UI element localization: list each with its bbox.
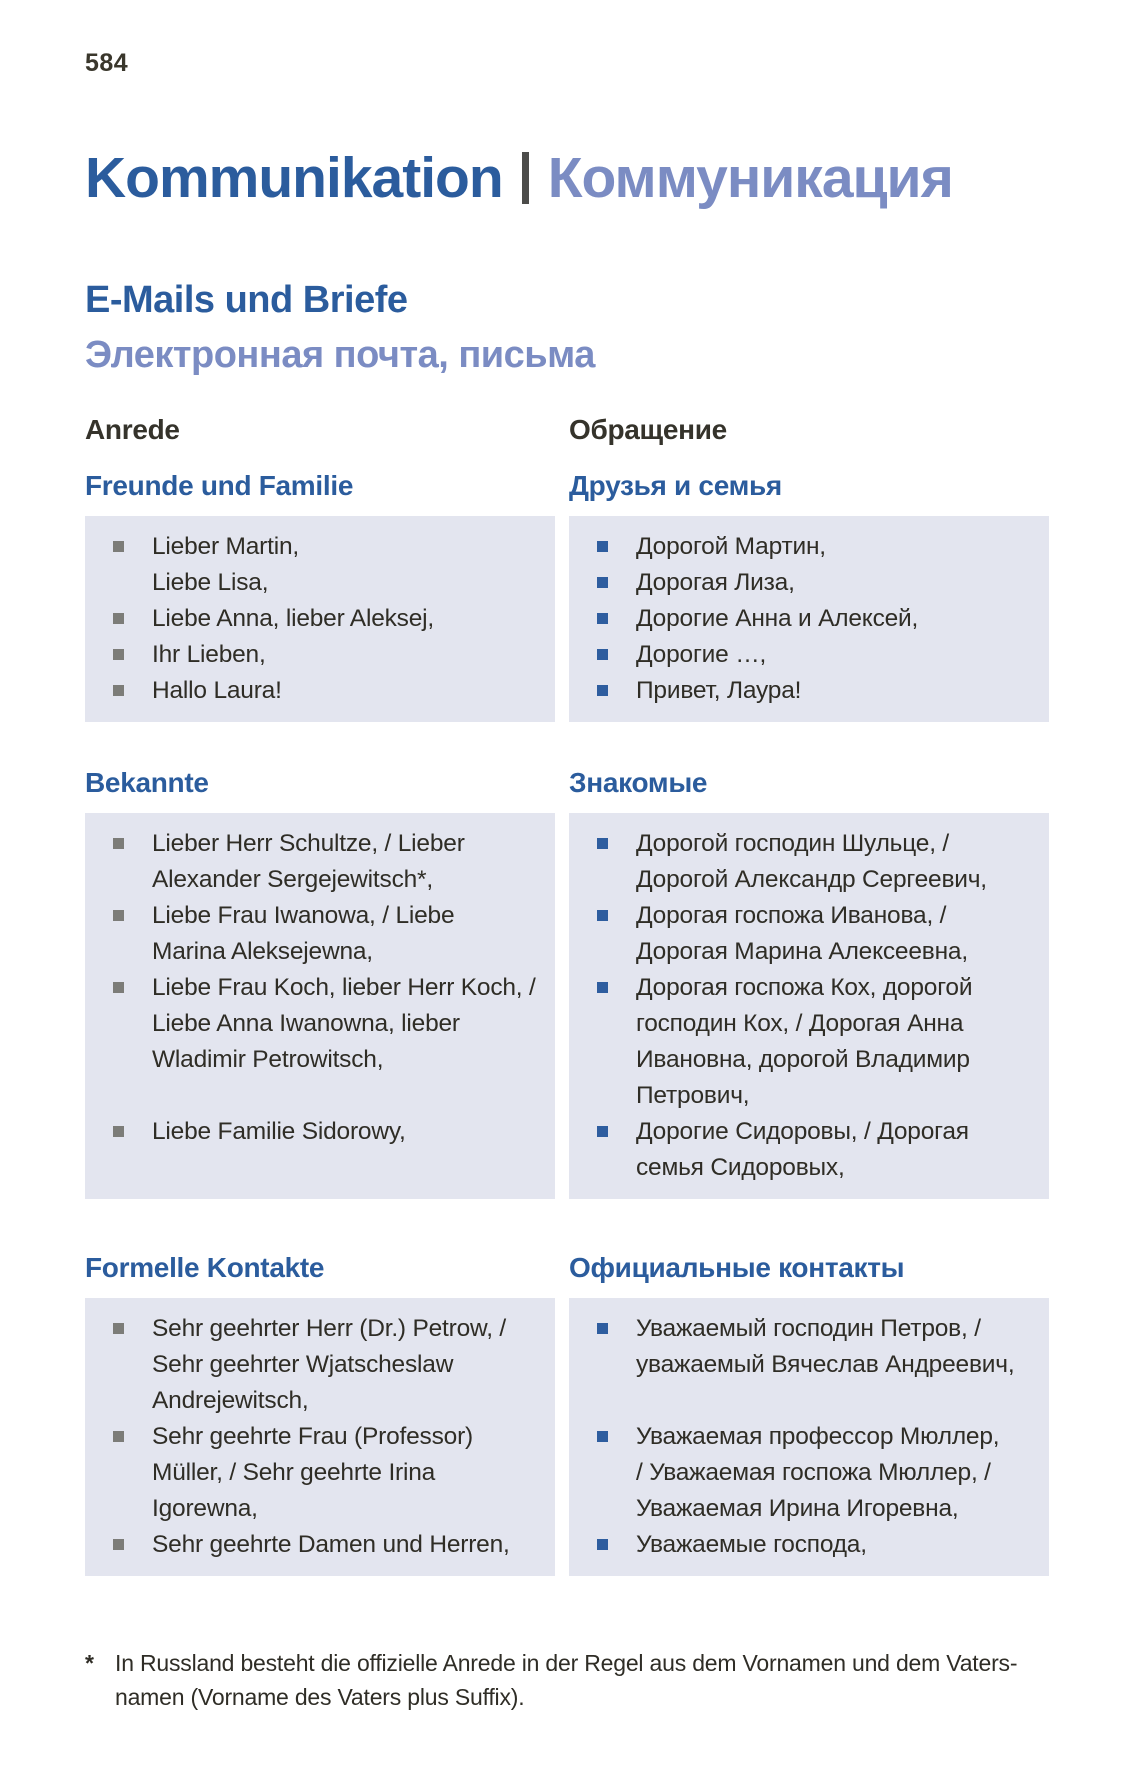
footnote-asterisk: *: [85, 1650, 94, 1676]
phrase-text-russian: / Уважаемая госпожа Мюллер, /: [636, 1459, 991, 1486]
footnote-line: In Russland besteht die offizielle Anrede in der Regel aus dem Vornamen und dem Vaters-: [115, 1650, 1018, 1676]
phrase-section: [85, 766, 1141, 1199]
phrase-line: [597, 1311, 1041, 1347]
phrase-line: [113, 826, 547, 862]
phrase-text-russian: Дорогие Сидоровы, / Дорогая: [636, 1118, 969, 1145]
page-number: 584: [85, 49, 129, 77]
phrase-text-russian: Дорогая госпожа Иванова, /: [636, 902, 947, 929]
footnote: [85, 1646, 1141, 1714]
bullet-square-icon: [113, 649, 124, 660]
bullet-square-icon: [597, 649, 608, 660]
bullet-square-icon: [113, 838, 124, 849]
section-header-german: Freunde und Familie: [85, 470, 354, 501]
phrase-line: [113, 565, 547, 601]
phrase-line: [597, 601, 1041, 637]
bullet-square-icon: [597, 1323, 608, 1334]
chapter-title-german: Kommunikation: [85, 146, 503, 210]
phrase-line: [597, 565, 1041, 601]
phrase-box-row: [85, 813, 1141, 1199]
phrase-text-german: Sehr geehrte Frau (Professor): [152, 1423, 474, 1450]
phrase-text-russian: Привет, Лаура!: [636, 677, 802, 704]
spacer-line: [113, 1078, 547, 1114]
phrase-section: [85, 469, 1141, 722]
phrase-text-russian: Петрович,: [636, 1082, 750, 1109]
phrase-text-russian: Дорогие …,: [636, 641, 767, 668]
section-header-russian: Знакомые: [569, 767, 708, 798]
phrase-box-row: [85, 1298, 1141, 1576]
phrase-line: [597, 970, 1041, 1006]
phrase-text-german: Ihr Lieben,: [152, 641, 266, 668]
phrase-box-russian: [569, 813, 1049, 1199]
bullet-square-icon: [597, 1539, 608, 1550]
phrase-text-german: Liebe Familie Sidorowy,: [152, 1118, 406, 1145]
phrase-text-german: Müller, / Sehr geehrte Irina: [152, 1459, 436, 1486]
phrase-text-russian: Ивановна, дорогой Владимир: [636, 1046, 970, 1073]
phrase-line: [597, 637, 1041, 673]
phrase-line: [113, 898, 547, 934]
bullet-square-icon: [113, 1323, 124, 1334]
phrase-line: [113, 970, 547, 1006]
chapter-title: [85, 143, 1141, 213]
phrase-line: [113, 1527, 547, 1563]
column-header-russian: Обращение: [569, 414, 727, 445]
phrase-line: [113, 601, 547, 637]
phrase-line: [597, 862, 1041, 898]
phrase-line: [597, 1347, 1041, 1383]
phrase-text-german: [152, 1082, 159, 1109]
bullet-square-icon: [597, 541, 608, 552]
phrase-text-russian: Уважаемые господа,: [636, 1531, 867, 1558]
phrase-text-german: Sehr geehrter Herr (Dr.) Petrow, /: [152, 1315, 507, 1342]
section-header-row: [85, 469, 1141, 503]
phrase-text-russian: Уважаемый господин Петров, /: [636, 1315, 981, 1342]
phrase-box-russian: [569, 516, 1049, 722]
phrase-text-russian: Дорогие Анна и Алексей,: [636, 605, 919, 632]
phrase-text-german: Liebe Anna, lieber Aleksej,: [152, 605, 434, 632]
phrase-text-russian: Дорогой господин Шульце, /: [636, 830, 950, 857]
phrase-text-russian: Уважаемая профессор Мюллер,: [636, 1423, 1000, 1450]
bullet-square-icon: [597, 838, 608, 849]
bullet-square-icon: [113, 541, 124, 552]
phrase-text-german: Marina Aleksejewna,: [152, 938, 373, 965]
phrase-line: [113, 1419, 547, 1455]
phrase-line: [597, 898, 1041, 934]
phrase-sections: [85, 469, 1141, 1576]
column-header-german: Anrede: [85, 414, 180, 445]
phrase-line: [113, 1491, 547, 1527]
section-header-russian: Друзья и семья: [569, 470, 782, 501]
section-header-row: [85, 1251, 1141, 1285]
phrase-line: [597, 826, 1041, 862]
phrase-line: [113, 862, 547, 898]
bullet-square-icon: [113, 1539, 124, 1550]
phrase-line: [113, 934, 547, 970]
phrase-text-german: Sehr geehrter Wjatscheslaw: [152, 1351, 454, 1378]
phrase-text-german: Wladimir Petrowitsch,: [152, 1046, 384, 1073]
bullet-square-icon: [113, 1126, 124, 1137]
phrase-box-german: [85, 813, 555, 1199]
bullet-square-icon: [113, 1431, 124, 1442]
section-header-german: Bekannte: [85, 767, 209, 798]
phrase-line: [113, 1383, 547, 1419]
phrase-text-german: Lieber Martin,: [152, 533, 299, 560]
spacer-line: [597, 1383, 1041, 1419]
phrase-line: [597, 934, 1041, 970]
phrase-line: [113, 1455, 547, 1491]
phrase-text-german: Liebe Anna Iwanowna, lieber: [152, 1010, 460, 1037]
phrase-line: [597, 1455, 1041, 1491]
phrase-line: [597, 529, 1041, 565]
phrase-text-russian: Дорогая Марина Алексеевна,: [636, 938, 968, 965]
phrase-box-german: [85, 516, 555, 722]
phrase-line: [597, 1150, 1041, 1186]
phrase-text-german: Igorewna,: [152, 1495, 258, 1522]
bullet-square-icon: [597, 685, 608, 696]
bullet-square-icon: [597, 613, 608, 624]
bullet-square-icon: [113, 982, 124, 993]
section-title-russian: Электронная почта, письма: [85, 334, 595, 376]
bullet-square-icon: [597, 1126, 608, 1137]
phrase-box-russian: [569, 1298, 1049, 1576]
phrase-box-row: [85, 516, 1141, 722]
chapter-title-russian: Коммуникация: [547, 146, 953, 210]
phrase-text-russian: Дорогой Александр Сергеевич,: [636, 866, 987, 893]
phrase-text-german: Lieber Herr Schultze, / Lieber: [152, 830, 465, 857]
column-headers-row: [85, 413, 1141, 447]
phrase-line: [113, 1006, 547, 1042]
title-separator-bar-icon: [522, 152, 529, 204]
phrase-text-russian: семья Сидоровых,: [636, 1154, 845, 1181]
phrase-line: [113, 1042, 547, 1078]
phrase-text-russian: Дорогая госпожа Кох, дорогой: [636, 974, 973, 1001]
phrase-line: [597, 1006, 1041, 1042]
bullet-square-icon: [597, 910, 608, 921]
footnote-line: namen (Vorname des Vaters plus Suffix).: [115, 1684, 525, 1710]
phrase-line: [597, 1078, 1041, 1114]
phrase-line: [113, 1114, 547, 1150]
phrase-text-russian: Дорогая Лиза,: [636, 569, 795, 596]
phrase-line: [597, 1491, 1041, 1527]
phrase-line: [113, 529, 547, 565]
section-title-german: E-Mails und Briefe: [85, 279, 408, 321]
phrase-text-russian: Уважаемая Ирина Игоревна,: [636, 1495, 959, 1522]
phrase-line: [597, 1042, 1041, 1078]
phrase-text-german: Sehr geehrte Damen und Herren,: [152, 1531, 510, 1558]
bullet-square-icon: [597, 982, 608, 993]
phrase-line: [113, 637, 547, 673]
footnote-text: [115, 1646, 1017, 1714]
phrase-text-german: Andrejewitsch,: [152, 1387, 309, 1414]
bullet-square-icon: [113, 613, 124, 624]
phrase-text-german: Alexander Sergejewitsch*,: [152, 866, 433, 893]
phrase-text-german: Hallo Laura!: [152, 677, 282, 704]
section-title: [85, 273, 1141, 383]
phrase-box-german: [85, 1298, 555, 1576]
section-header-row: [85, 766, 1141, 800]
phrase-line: [113, 673, 547, 709]
phrase-line: [597, 1527, 1041, 1563]
phrase-text-russian: уважаемый Вячеслав Андреевич,: [636, 1351, 1015, 1378]
phrase-text-russian: [636, 1387, 643, 1414]
phrase-line: [597, 1114, 1041, 1150]
phrase-text-german: Liebe Frau Iwanowa, / Liebe: [152, 902, 455, 929]
phrase-text-russian: Дорогой Мартин,: [636, 533, 826, 560]
section-header-russian: Официальные контакты: [569, 1252, 905, 1283]
bullet-square-icon: [597, 1431, 608, 1442]
phrase-line: [113, 1311, 547, 1347]
bullet-square-icon: [597, 577, 608, 588]
section-header-german: Formelle Kontakte: [85, 1252, 325, 1283]
phrase-line: [597, 673, 1041, 709]
phrase-text-russian: господин Кох, / Дорогая Анна: [636, 1010, 964, 1037]
phrase-text-german: Liebe Lisa,: [152, 569, 269, 596]
phrase-line: [113, 1347, 547, 1383]
bullet-square-icon: [113, 685, 124, 696]
phrase-line: [597, 1419, 1041, 1455]
bullet-square-icon: [113, 910, 124, 921]
phrase-section: [85, 1251, 1141, 1576]
phrase-text-german: Liebe Frau Koch, lieber Herr Koch, /: [152, 974, 536, 1001]
